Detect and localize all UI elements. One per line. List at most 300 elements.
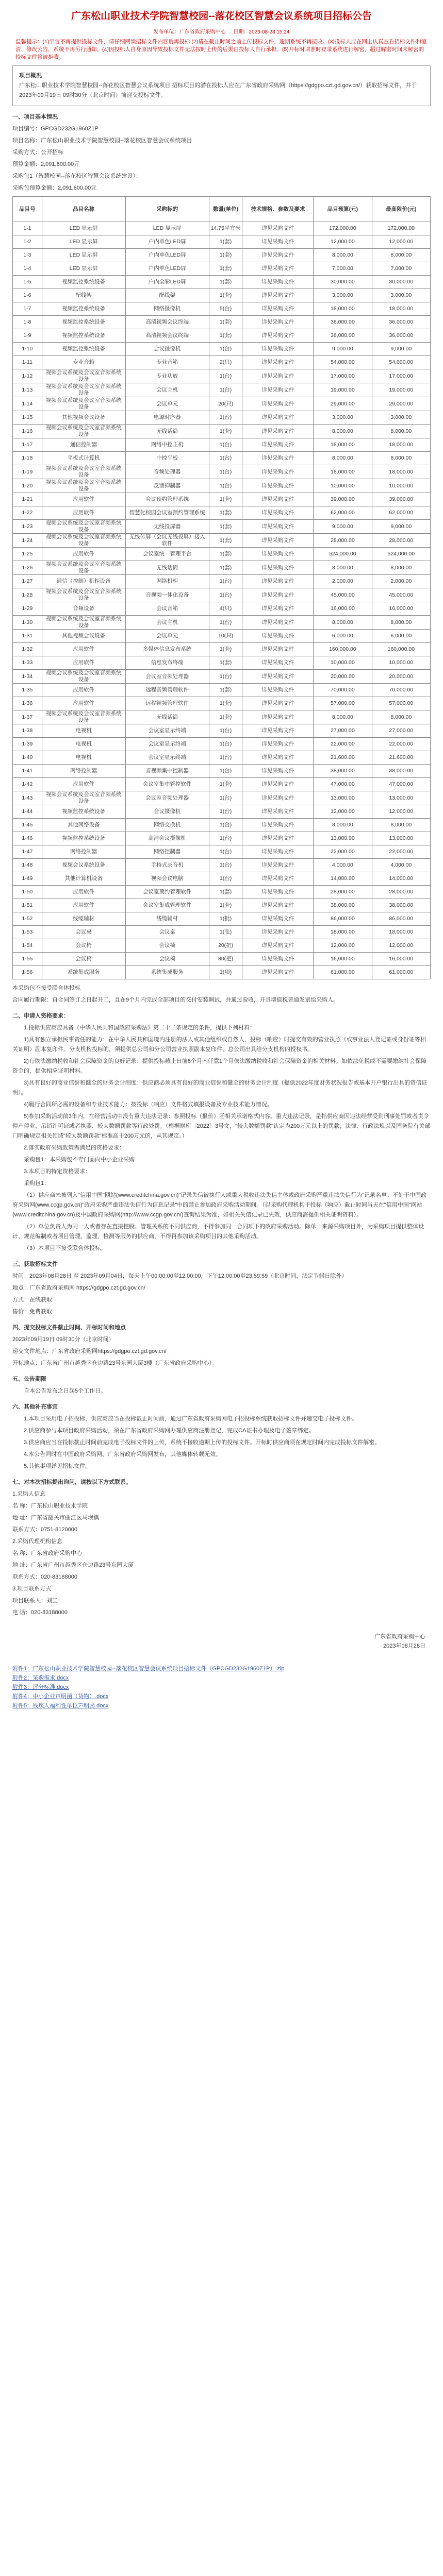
table-cell: 1-18	[13, 452, 42, 465]
table-row	[13, 602, 431, 616]
table-cell: 详见采购文件	[242, 926, 314, 939]
table-cell: 音频处理器	[125, 465, 209, 479]
table-cell: 会议椅	[125, 939, 209, 953]
table-cell: 会议摄像机	[125, 805, 209, 819]
table-cell: 详见采购文件	[242, 548, 314, 561]
table-cell: 1-47	[13, 845, 42, 859]
paragraph: 联系方式：020-83188000	[12, 1574, 77, 1580]
table-cell: 1(套)	[209, 329, 242, 343]
table-cell: 详见采购文件	[242, 832, 314, 845]
table-cell: 系统集成服务	[42, 966, 125, 979]
table-row	[13, 222, 431, 235]
paragraph: 3.项目联系方式	[12, 1586, 52, 1592]
table-cell: 6,000.00	[314, 630, 372, 643]
table-cell: 详见采购文件	[242, 765, 314, 778]
table-cell: 1(台)	[209, 859, 242, 872]
table-cell: 1-37	[13, 710, 42, 724]
table-cell: 18,000.00	[372, 926, 430, 939]
table-cell: 28,000.00	[314, 534, 372, 548]
table-cell: 1(台)	[209, 670, 242, 684]
section-title: 五、公告期限	[12, 1376, 46, 1382]
table-cell: 5(台)	[209, 302, 242, 316]
table-cell: 视频会议系统及会议室音频系统设备	[42, 791, 125, 805]
table-cell: 网络交换机	[125, 819, 209, 832]
table-cell: 详见采购文件	[242, 383, 314, 397]
table-row	[13, 670, 431, 684]
table-row	[13, 425, 431, 438]
table-cell: 172,000.00	[314, 222, 372, 235]
table-cell: 手持式录音机	[125, 859, 209, 872]
consortium-note: 本采购包不接受联合体投标	[12, 985, 80, 991]
table-cell: 1-3	[13, 249, 42, 262]
table-cell: 27,000.00	[372, 724, 430, 738]
table-cell: 70,000.00	[314, 684, 372, 697]
table-row	[13, 912, 431, 926]
col-header: 品目号	[13, 197, 42, 222]
table-cell: 视频监控系统设备	[42, 832, 125, 845]
table-cell: 配线架	[42, 289, 125, 302]
table-cell: 详见采购文件	[242, 465, 314, 479]
table-row	[13, 630, 431, 643]
table-cell: 1-20	[13, 479, 42, 493]
table-cell: 详见采购文件	[242, 329, 314, 343]
table-row	[13, 751, 431, 765]
paragraph: 方式：在线获取	[12, 1297, 52, 1303]
table-cell: 1(台)	[209, 452, 242, 465]
table-cell: 12,000.00	[372, 235, 430, 249]
table-cell: 1(套)	[209, 899, 242, 912]
table-row	[13, 643, 431, 656]
table-cell: 会议桌	[125, 926, 209, 939]
table-cell: 3,000.00	[372, 411, 430, 425]
table-cell: 1(套)	[209, 534, 242, 548]
paragraph: 地 址：广东省韶关市曲江区马坝镇	[12, 1515, 100, 1521]
section-notice-period	[12, 1375, 431, 1396]
other-paragraphs	[12, 1414, 431, 1471]
table-row	[13, 832, 431, 845]
table-cell: 28,000.00	[372, 534, 430, 548]
table-cell: 应用软件	[42, 778, 125, 791]
table-cell: 13,000.00	[314, 832, 372, 845]
paragraph: 3)具有良好的商业信誉和健全的财务会计制度：供应商必须具有良好的商业信誉和健全的财务会计制度（提供2022年度财务状况报告或基本开户银行出具的资信证明）。	[12, 1080, 428, 1096]
table-cell: 28,000.00	[372, 886, 430, 899]
table-cell: LED 显示屏	[42, 222, 125, 235]
attachment-link[interactable]: 附件4：中小企业声明函（货物）.docx	[12, 1693, 109, 1700]
table-row	[13, 616, 431, 630]
table-cell: 视频会议系统及会议室音频系统设备	[42, 520, 125, 534]
attachment-item	[12, 1692, 431, 1701]
table-row	[13, 438, 431, 452]
table-cell: LED 显示屏	[42, 249, 125, 262]
table-cell: 视频会议系统及会议室音频系统设备	[42, 369, 125, 383]
table-cell: 1-17	[13, 438, 42, 452]
table-cell: 1-16	[13, 425, 42, 438]
paragraph: 1)具有独立承担民事责任的能力：在中华人民共和国境内注册的法人或其他组织或自然人，投标（响应）时提交有效的营业执照（或事业法人登记证或身份证等相关证明）副本复印件。分支机构投标的，须提供总公司和分公司营业执照副本复印件，总公司出具给分支机构的授权书。	[12, 1037, 426, 1053]
col-header: 技术规格、参数及要求	[242, 197, 314, 222]
table-cell: 18,000.00	[314, 465, 372, 479]
table-cell: 47,000.00	[314, 778, 372, 791]
table-cell: 1(套)	[209, 656, 242, 670]
section-title: 六、其他补充事宜	[12, 1404, 58, 1410]
table-cell: 会议室音频处理器	[125, 791, 209, 805]
paragraph: 名 称：广东松山职业技术学院	[12, 1503, 88, 1509]
table-cell: 1-7	[13, 302, 42, 316]
table-cell: 47,000.00	[372, 778, 430, 791]
attachment-link[interactable]: 附件3：评分标准.docx	[12, 1684, 69, 1690]
table-cell: 10,000.00	[372, 479, 430, 493]
table-cell: 视频会议系统及会议室音频系统设备	[42, 710, 125, 724]
table-row	[13, 493, 431, 506]
table-cell: 详见采购文件	[242, 738, 314, 751]
table-cell: 1(台)	[209, 616, 242, 630]
table-cell: 1(台)	[209, 872, 242, 886]
table-cell: 多媒体信息发布系统	[125, 643, 209, 656]
attachment-link[interactable]: 附件5：残疾人福利性单位声明函.docx	[12, 1703, 109, 1709]
table-cell: 视频监控系统设备	[42, 805, 125, 819]
paragraph: 2.采购代理机构信息	[12, 1538, 63, 1545]
table-cell: 21,600.00	[372, 751, 430, 765]
table-row	[13, 506, 431, 520]
table-cell: 1-43	[13, 791, 42, 805]
info-line: 采购包预算金额：2,091,600.00元	[12, 185, 97, 191]
attachment-item	[12, 1664, 431, 1673]
signature-agency: 广东省政府采购中心	[374, 1634, 425, 1640]
table-cell: 1-44	[13, 805, 42, 819]
table-cell: 1(台)	[209, 465, 242, 479]
table-cell: 1-29	[13, 602, 42, 616]
table-row	[13, 520, 431, 534]
table-cell: 9,000.00	[314, 343, 372, 356]
table-cell: 1(套)	[209, 520, 242, 534]
table-cell: 户内单色LED屏	[125, 249, 209, 262]
table-row	[13, 397, 431, 411]
table-row	[13, 548, 431, 561]
table-row	[13, 411, 431, 425]
table-cell: 7,000.00	[372, 262, 430, 276]
table-cell: 详见采购文件	[242, 724, 314, 738]
table-cell: 27,000.00	[314, 724, 372, 738]
col-header: 品目名称	[42, 197, 125, 222]
table-cell: 详见采购文件	[242, 222, 314, 235]
table-cell: 会议桌	[42, 926, 125, 939]
table-cell: 1-28	[13, 588, 42, 602]
table-cell: 36,000.00	[372, 316, 430, 329]
table-cell: 1-32	[13, 643, 42, 656]
table-cell: 应用软件	[42, 548, 125, 561]
table-cell: 智慧化校园会议室预约管理系统	[125, 506, 209, 520]
table-cell: 详见采购文件	[242, 316, 314, 329]
table-cell: 详见采购文件	[242, 845, 314, 859]
table-cell: 39,000.00	[372, 493, 430, 506]
table-cell: 1(套)	[209, 235, 242, 249]
table-row	[13, 369, 431, 383]
table-cell: 54,000.00	[372, 356, 430, 369]
attachments-list	[12, 1664, 431, 1710]
table-cell: 16,000.00	[372, 602, 430, 616]
table-cell: 39,000.00	[314, 493, 372, 506]
table-cell: 1(套)	[209, 778, 242, 791]
table-cell: 会议室统一管理平台	[125, 548, 209, 561]
attachment-link[interactable]: 附件1：广东松山职业技术学院智慧校园--落花校区智慧会议系统项目招标文件（GPCGD232G1960Z1P）.zip	[12, 1666, 285, 1672]
table-cell: 反馈抑制器	[125, 479, 209, 493]
table-cell: 12,000.00	[372, 805, 430, 819]
table-row	[13, 738, 431, 751]
table-cell: 1-19	[13, 465, 42, 479]
table-cell: 22,000.00	[314, 845, 372, 859]
table-cell: 会议单元	[125, 630, 209, 643]
paragraph: 售价：免费获取	[12, 1309, 52, 1315]
paragraph: （1）供应商未被列入"信用中国"网站(www.creditchina.gov.cn)"记录失信被执行人或重大税收违法失信主体或政府采购严重违法失信行为"记录名单；不处于中国政府采购网(www.ccgp.gov.cn)"政府采购严重违法失信行为信息记录"中的禁止参加政府采购活动期间。（以采购代理机构于投标（响应）截止时间当天在"信用中国"网站(www.creditchina.gov.cn)及中国政府采购网(http://www.ccgp.gov.cn/)查询结果为准，如相关失信记录已失效，供应商需提供相关证明资料）。	[12, 1192, 427, 1218]
table-cell: 14,000.00	[372, 872, 430, 886]
table-cell: 1-27	[13, 575, 42, 588]
table-cell: 1(套)	[209, 561, 242, 575]
table-cell: 9,000.00	[372, 520, 430, 534]
attachment-item	[12, 1701, 431, 1710]
table-cell: 17,000.00	[372, 369, 430, 383]
table-row	[13, 262, 431, 276]
table-cell: 电视机	[42, 724, 125, 738]
table-row	[13, 926, 431, 939]
table-cell: 1-23	[13, 520, 42, 534]
table-cell: 视频会议系统及会议室音频系统设备	[42, 561, 125, 575]
section-deadline	[12, 1323, 431, 1368]
table-cell: 会议主机	[125, 616, 209, 630]
table-cell: LED 显示屏	[42, 262, 125, 276]
table-cell: 高清视频会议终端	[125, 316, 209, 329]
obtain-paragraphs	[12, 1272, 431, 1317]
table-cell: 29,000.00	[372, 397, 430, 411]
table-cell: 8,000.00	[314, 819, 372, 832]
table-row	[13, 316, 431, 329]
section-title: 七、对本次招标提出询问，请按以下方式联系。	[12, 1479, 132, 1485]
table-cell: 应用软件	[42, 493, 125, 506]
col-header: 最高限价(元)	[372, 197, 430, 222]
table-cell: 1(台)	[209, 738, 242, 751]
table-cell: 524,000.00	[372, 548, 430, 561]
table-cell: 1-5	[13, 276, 42, 289]
table-cell: 会议主机	[125, 383, 209, 397]
signature-date: 2023年08月28日	[383, 1643, 425, 1649]
table-cell: 1-31	[13, 630, 42, 643]
paragraph: 5)参加采购活动前3年内，在经营活动中没有重大违法记录：参照投标（报价）函相关承诺格式内容。重大违法记录，是指供应商因违法经营受到刑事处罚或者责令停产停业、吊销许可证或者执照、较大数额罚款等行政处罚。（根据财库〔2022〕3号文，"较大数额罚款"认定为200万元以上的罚款，法律、行政法规以及国务院有关部门明确规定相关领域"较大数额罚款"标准高于200万元的，从其规定。）	[12, 1113, 431, 1139]
table-row	[13, 939, 431, 953]
attachment-link[interactable]: 附件2：采购需求.docx	[12, 1675, 69, 1681]
table-cell: 无线话筒	[125, 561, 209, 575]
page-title: 广东松山职业技术学院智慧校园--落花校区智慧会议系统项目招标公告	[71, 11, 372, 22]
table-cell: 详见采购文件	[242, 520, 314, 534]
table-cell: 38,000.00	[314, 899, 372, 912]
table-cell: 详见采购文件	[242, 912, 314, 926]
table-row	[13, 302, 431, 316]
table-cell: 1-49	[13, 872, 42, 886]
period-paragraphs	[12, 1386, 431, 1396]
table-cell: 22,000.00	[314, 738, 372, 751]
table-cell: 网络控制器	[125, 845, 209, 859]
table-cell: 86,000.00	[372, 912, 430, 926]
table-cell: 19,000.00	[372, 383, 430, 397]
table-cell: 会议预约管理系统	[125, 493, 209, 506]
paragraph: 4.本公告同时在中国政府采购网、广东省政府采购网发布，其他媒体转载无效。	[24, 1451, 222, 1458]
table-cell: 专业功放	[125, 369, 209, 383]
table-cell: 1-50	[13, 886, 42, 899]
table-cell: 3,000.00	[314, 411, 372, 425]
table-cell: 网络摄像机	[125, 302, 209, 316]
table-cell: 音视频集中控制器	[125, 765, 209, 778]
table-row	[13, 765, 431, 778]
table-cell: 8,000.00	[372, 452, 430, 465]
table-cell: 专业音箱	[125, 356, 209, 369]
info-line: 项目编号：GPCGD232G1960Z1P	[12, 126, 99, 132]
table-cell: 1(台)	[209, 791, 242, 805]
table-row	[13, 383, 431, 397]
table-row	[13, 588, 431, 602]
table-cell: 详见采购文件	[242, 343, 314, 356]
table-cell: 视频会议系统及会议室音频系统设备	[42, 534, 125, 548]
info-line: 预算金额：2,091,600.00元	[12, 161, 80, 167]
table-cell: 18,000.00	[372, 302, 430, 316]
table-cell: 视频会议系统及会议室音频系统设备	[42, 479, 125, 493]
table-cell: 1(台)	[209, 819, 242, 832]
table-cell: 1(套)	[209, 710, 242, 724]
table-cell: 会议室集成管理软件	[125, 899, 209, 912]
table-cell: 详见采购文件	[242, 356, 314, 369]
table-cell: 会议单元	[125, 397, 209, 411]
table-cell: 1(张)	[209, 926, 242, 939]
table-cell: 20,000.00	[314, 670, 372, 684]
table-row	[13, 899, 431, 912]
table-cell: 160,000.00	[372, 643, 430, 656]
table-cell: 1(套)	[209, 249, 242, 262]
table-row	[13, 356, 431, 369]
table-row	[13, 479, 431, 493]
warm-notice: 温馨提示：(1)平台不再提供投标文件，请仔细阅读招标文件内容后再投标 (2)请在截止时间之前上传投标文件，逾期系统不再接收。(3)投标人应在网上认真查看招标文件和澄清、修改公告，系统不再另行通知。(4)因投标人自身原因导致投标文件无法按时上传的后果由投标人自行承担。(5)开标时请准时登录系统进行解密，超过解密时间未解密的投标文件将被拒收。	[15, 39, 427, 60]
table-row	[13, 953, 431, 966]
table-cell: 视频会议电脑	[125, 872, 209, 886]
table-cell: 1-25	[13, 548, 42, 561]
paragraph: 开标地点：广东省广州市越秀区仓边路23号东园大厦3楼（广东省政府采购中心）。	[12, 1360, 218, 1366]
table-cell: 远程音频管理软件	[125, 684, 209, 697]
table-cell: 18,000.00	[314, 302, 372, 316]
paragraph: 名 称：广东省政府采购中心	[12, 1550, 83, 1556]
table-cell: 8,000.00	[314, 452, 372, 465]
table-cell: 19,000.00	[314, 383, 372, 397]
section-title: 四、提交投标文件截止时间、开标时间和地点	[12, 1325, 126, 1331]
table-cell: 8,000.00	[314, 561, 372, 575]
table-row	[13, 805, 431, 819]
paragraph: 5.其他事项详见招标文件。	[24, 1463, 91, 1469]
table-cell: 61,000.00	[314, 966, 372, 979]
table-cell: 详见采购文件	[242, 397, 314, 411]
table-cell: 1-48	[13, 859, 42, 872]
table-cell: 详见采购文件	[242, 953, 314, 966]
table-cell: 16,000.00	[372, 953, 430, 966]
table-cell: 1-14	[13, 397, 42, 411]
table-cell: 62,000.00	[314, 506, 372, 520]
table-cell: 62,000.00	[372, 506, 430, 520]
table-cell: 14.75平方米	[209, 222, 242, 235]
table-cell: 详见采购文件	[242, 561, 314, 575]
table-cell: 1(台)	[209, 438, 242, 452]
table-cell: 详见采购文件	[242, 534, 314, 548]
table-cell: 1-38	[13, 724, 42, 738]
table-cell: 应用软件	[42, 697, 125, 710]
table-cell: 12,000.00	[314, 805, 372, 819]
table-cell: 8,000.00	[314, 249, 372, 262]
table-cell: 视频会议系统及会议室音频系统设备	[42, 397, 125, 411]
attachment-item	[12, 1683, 431, 1692]
table-row	[13, 845, 431, 859]
table-cell: 视频会议系统及会议室音频系统设备	[42, 616, 125, 630]
table-cell: 无线传屏（会议无线投屏）接入软件	[125, 534, 209, 548]
table-cell: 应用软件	[42, 506, 125, 520]
table-cell: 详见采购文件	[242, 886, 314, 899]
table-cell: 中控平板	[125, 452, 209, 465]
table-cell: 详见采购文件	[242, 710, 314, 724]
table-cell: 61,000.00	[372, 966, 430, 979]
table-cell: 57,000.00	[314, 697, 372, 710]
table-cell: 13,000.00	[314, 791, 372, 805]
table-cell: 会议室显示终端	[125, 738, 209, 751]
table-cell: 详见采购文件	[242, 249, 314, 262]
table-cell: 8,000.00	[372, 561, 430, 575]
paragraph: （3）本项目不接受联合体投标。	[24, 1245, 107, 1251]
table-cell: 1(套)	[209, 506, 242, 520]
table-cell: 户内单色LED屏	[125, 262, 209, 276]
table-cell: 38,000.00	[314, 765, 372, 778]
paragraph: 2023年09月19日 09时30分（北京时间）	[12, 1336, 114, 1343]
table-cell: 1(套)	[209, 289, 242, 302]
section-other-matters	[12, 1402, 431, 1471]
table-cell: 无线投屏器	[125, 520, 209, 534]
table-cell: 通信控制器	[42, 438, 125, 452]
table-row	[13, 343, 431, 356]
table-cell: 10,000.00	[372, 656, 430, 670]
table-cell: 户内单色LED屏	[125, 235, 209, 249]
table-cell: 1-2	[13, 235, 42, 249]
section-title: 一、项目基本情况	[12, 114, 58, 120]
qualification-paragraphs	[12, 1023, 431, 1253]
table-cell: 38,000.00	[372, 899, 430, 912]
table-cell: 详见采购文件	[242, 859, 314, 872]
table-cell: 详见采购文件	[242, 411, 314, 425]
table-cell: 10,000.00	[314, 656, 372, 670]
table-row	[13, 452, 431, 465]
table-cell: 1-34	[13, 670, 42, 684]
table-cell: 2,000.00	[314, 575, 372, 588]
table-cell: 高清视频会议终端	[125, 329, 209, 343]
contract-period: 合同履行期限：自合同签订之日起开工，且在9个月内完成全部项目的交付安装调试，并通过验收，开具增值税普通发票给采购人。	[12, 997, 339, 1003]
announcement-body	[12, 65, 431, 1710]
paragraph: 3.本项目的特定资格要求：	[24, 1168, 91, 1175]
table-cell: 详见采购文件	[242, 670, 314, 684]
table-cell: 网络控制器	[42, 845, 125, 859]
table-row	[13, 791, 431, 805]
table-cell: 1(套)	[209, 425, 242, 438]
table-cell: 1(台)	[209, 751, 242, 765]
table-cell: 13,000.00	[372, 832, 430, 845]
table-cell: 详见采购文件	[242, 602, 314, 616]
table-cell: 应用软件	[42, 656, 125, 670]
paragraph: 4)履行合同所必需的设备和专业技术能力：按投标（响应）文件格式填报设备及专业技术能力情况。	[24, 1101, 273, 1108]
table-cell: 网络机柜	[125, 575, 209, 588]
paragraph: 2.供应商参与本项目政府采购活动，须在广东省政府采购网办理供应商注册登记，完成CA证书办理及电子签章绑定。	[24, 1428, 315, 1434]
table-cell: 8,000.00	[314, 710, 372, 724]
table-cell: 详见采购文件	[242, 791, 314, 805]
table-cell: 1-33	[13, 656, 42, 670]
table-cell: 1-52	[13, 912, 42, 926]
table-row	[13, 778, 431, 791]
table-cell: 1(台)	[209, 411, 242, 425]
